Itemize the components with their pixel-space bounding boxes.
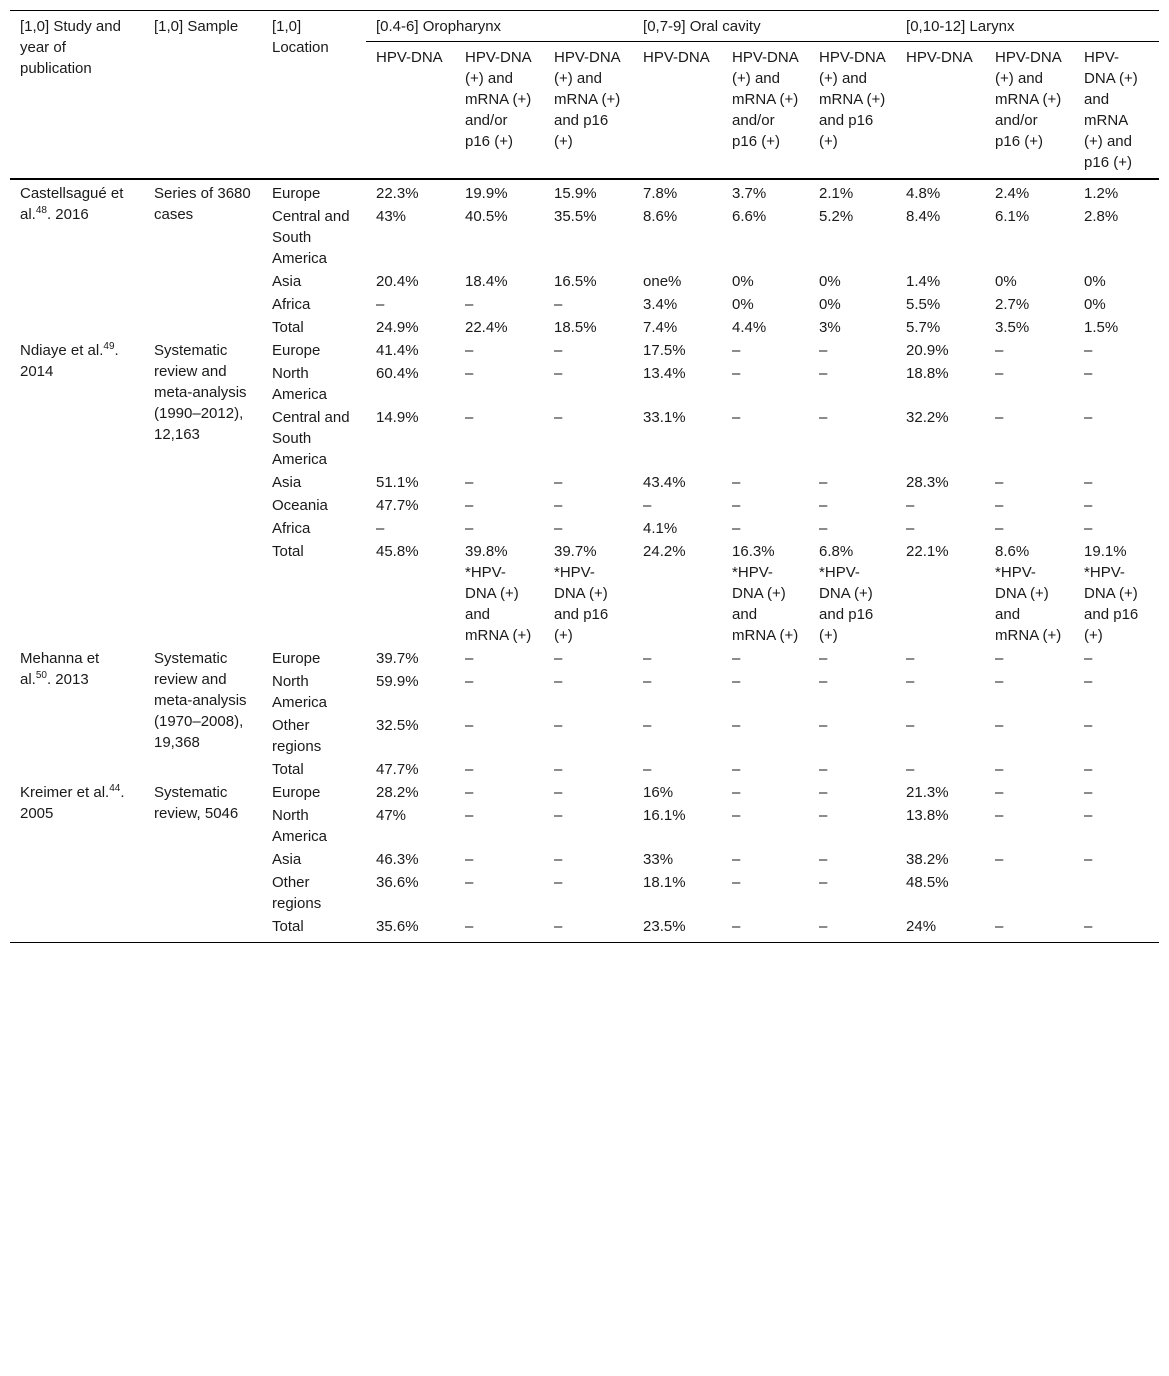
value-larynx-mrna-and-p16: –	[1084, 342, 1093, 359]
study-cell	[10, 339, 144, 647]
value-larynx-mrna-or-p16: 8.6% *HPV-DNA (+) and mRNA (+)	[995, 543, 1062, 644]
value-oropharynx-hpv-dna: 39.7%	[376, 650, 419, 667]
sample-cell: Series of 3680 cases	[154, 185, 251, 223]
value-oral-cavity-mrna-and-p16: 3%	[819, 319, 841, 336]
value-oropharynx-mrna-and-p16: –	[554, 520, 563, 537]
value-oropharynx-mrna-and-p16: –	[554, 673, 563, 690]
value-larynx-mrna-and-p16: –	[1084, 650, 1093, 667]
header-oral-cavity-hpv-dna: HPV-DNA	[643, 49, 710, 66]
value-oral-cavity-mrna-or-p16: –	[732, 497, 741, 514]
location-cell: Africa	[272, 296, 311, 313]
value-oropharynx-hpv-dna: 46.3%	[376, 851, 419, 868]
value-larynx-hpv-dna: –	[906, 761, 915, 778]
value-oral-cavity-mrna-or-p16: –	[732, 807, 741, 824]
value-oral-cavity-mrna-and-p16: –	[819, 497, 828, 514]
sample-cell: Systematic review and meta-analysis (1970–2008), 19,368	[154, 650, 247, 751]
value-oropharynx-mrna-or-p16: –	[465, 761, 474, 778]
value-larynx-mrna-and-p16: 2.8%	[1084, 208, 1119, 225]
value-oral-cavity-hpv-dna: 33.1%	[643, 409, 686, 426]
value-oral-cavity-mrna-and-p16: –	[819, 520, 828, 537]
study-year: . 2016	[46, 206, 89, 223]
study-year: . 2013	[46, 671, 89, 688]
value-oral-cavity-mrna-and-p16: 5.2%	[819, 208, 854, 225]
value-larynx-mrna-and-p16: –	[1084, 761, 1093, 778]
value-oral-cavity-hpv-dna: 4.1%	[643, 520, 678, 537]
value-larynx-mrna-and-p16: 1.5%	[1084, 319, 1119, 336]
value-larynx-hpv-dna: 28.3%	[906, 474, 949, 491]
value-oropharynx-hpv-dna: 45.8%	[376, 543, 419, 560]
location-cell: Other regions	[272, 874, 322, 912]
value-oral-cavity-mrna-or-p16: –	[732, 717, 741, 734]
value-oral-cavity-mrna-or-p16: –	[732, 673, 741, 690]
value-larynx-hpv-dna: –	[906, 520, 915, 537]
header-larynx-mrna-or-p16: HPV-DNA (+) and mRNA (+) and/or p16 (+)	[995, 49, 1062, 150]
table-row	[10, 647, 1159, 670]
header-study: [1,0] Study and year of publication	[10, 11, 144, 180]
value-oral-cavity-mrna-and-p16: 0%	[819, 296, 841, 313]
value-oropharynx-mrna-and-p16: –	[554, 365, 563, 382]
value-oral-cavity-mrna-and-p16: 0%	[819, 273, 841, 290]
value-larynx-mrna-or-p16: –	[995, 650, 1004, 667]
value-larynx-mrna-and-p16: 0%	[1084, 296, 1106, 313]
study-cell	[10, 179, 144, 339]
header-oropharynx-mrna-and-p16: HPV-DNA (+) and mRNA (+) and p16 (+)	[554, 49, 621, 150]
value-oropharynx-mrna-and-p16: –	[554, 296, 563, 313]
value-oropharynx-mrna-or-p16: –	[465, 784, 474, 801]
value-oral-cavity-hpv-dna: 23.5%	[643, 918, 686, 935]
value-larynx-mrna-or-p16: 0%	[995, 273, 1017, 290]
value-oropharynx-mrna-or-p16: –	[465, 851, 474, 868]
location-cell: Asia	[272, 474, 302, 491]
location-cell: Africa	[272, 520, 311, 537]
value-oropharynx-mrna-and-p16: –	[554, 851, 563, 868]
study-cell	[10, 647, 144, 781]
value-larynx-hpv-dna: –	[906, 497, 915, 514]
value-oral-cavity-hpv-dna: 8.6%	[643, 208, 678, 225]
value-oropharynx-mrna-or-p16: –	[465, 717, 474, 734]
value-larynx-mrna-and-p16: –	[1084, 474, 1093, 491]
location-cell: Oceania	[272, 497, 328, 514]
value-oropharynx-mrna-and-p16: 15.9%	[554, 185, 597, 202]
value-oral-cavity-mrna-or-p16: –	[732, 409, 741, 426]
value-larynx-mrna-or-p16: –	[995, 365, 1004, 382]
value-oral-cavity-mrna-or-p16: –	[732, 342, 741, 359]
value-oropharynx-hpv-dna: 43%	[376, 208, 407, 225]
value-oral-cavity-mrna-or-p16: 3.7%	[732, 185, 767, 202]
value-larynx-mrna-and-p16: –	[1084, 807, 1093, 824]
value-oropharynx-mrna-and-p16: 39.7% *HPV-DNA (+) and p16 (+)	[554, 543, 609, 644]
value-oropharynx-mrna-and-p16: –	[554, 784, 563, 801]
value-oropharynx-mrna-or-p16: 39.8% *HPV-DNA (+) and mRNA (+)	[465, 543, 532, 644]
value-oropharynx-hpv-dna: 59.9%	[376, 673, 419, 690]
value-oropharynx-mrna-or-p16: –	[465, 807, 474, 824]
sample-cell: Systematic review, 5046	[154, 784, 239, 822]
study-year: . 2005	[20, 784, 125, 822]
value-larynx-mrna-and-p16: –	[1084, 520, 1093, 537]
header-oral-cavity-mrna-and-p16: HPV-DNA (+) and mRNA (+) and p16 (+)	[819, 49, 886, 150]
value-oral-cavity-hpv-dna: 17.5%	[643, 342, 686, 359]
value-oral-cavity-hpv-dna: 33%	[643, 851, 674, 868]
value-oropharynx-mrna-and-p16: 18.5%	[554, 319, 597, 336]
header-group-larynx: [0,10-12] Larynx	[896, 11, 1159, 42]
header-oropharynx-mrna-or-p16: HPV-DNA (+) and mRNA (+) and/or p16 (+)	[465, 49, 532, 150]
value-oral-cavity-hpv-dna: 7.8%	[643, 185, 678, 202]
value-oropharynx-mrna-or-p16: –	[465, 918, 474, 935]
value-oropharynx-hpv-dna: 32.5%	[376, 717, 419, 734]
value-oropharynx-hpv-dna: 60.4%	[376, 365, 419, 382]
study-ref: 44	[109, 783, 121, 794]
header-location: [1,0] Location	[262, 11, 366, 180]
value-oropharynx-mrna-or-p16: –	[465, 474, 474, 491]
location-cell: Total	[272, 319, 304, 336]
location-cell: Total	[272, 761, 304, 778]
value-oropharynx-hpv-dna: 47.7%	[376, 761, 419, 778]
value-larynx-mrna-or-p16: –	[995, 761, 1004, 778]
location-cell: Central and South America	[272, 208, 350, 267]
value-larynx-mrna-and-p16	[1074, 871, 1159, 915]
table-row	[10, 339, 1159, 362]
value-oropharynx-mrna-and-p16: –	[554, 409, 563, 426]
value-oropharynx-hpv-dna: 22.3%	[376, 185, 419, 202]
table-row	[10, 179, 1159, 205]
study-ref: 48	[35, 205, 47, 216]
value-oral-cavity-hpv-dna: –	[643, 717, 652, 734]
study-author: Castellsagué et al.	[20, 185, 124, 223]
value-oral-cavity-hpv-dna: 24.2%	[643, 543, 686, 560]
header-larynx-hpv-dna: HPV-DNA	[906, 49, 973, 66]
value-oropharynx-hpv-dna: 36.6%	[376, 874, 419, 891]
value-oral-cavity-mrna-and-p16: –	[819, 650, 828, 667]
value-oral-cavity-mrna-and-p16: –	[819, 807, 828, 824]
value-oral-cavity-mrna-and-p16: –	[819, 874, 828, 891]
value-larynx-mrna-or-p16: 2.4%	[995, 185, 1030, 202]
value-oral-cavity-hpv-dna: one%	[643, 273, 682, 290]
value-oropharynx-mrna-and-p16: 16.5%	[554, 273, 597, 290]
study-year: . 2014	[20, 342, 119, 380]
study-author: Ndiaye et al.	[20, 342, 104, 359]
table-body	[10, 179, 1159, 943]
value-oral-cavity-mrna-or-p16: –	[732, 918, 741, 935]
value-oropharynx-mrna-and-p16: 35.5%	[554, 208, 597, 225]
value-larynx-mrna-or-p16: –	[995, 918, 1004, 935]
value-oropharynx-mrna-or-p16: –	[465, 296, 474, 313]
value-larynx-mrna-and-p16: –	[1084, 918, 1093, 935]
value-larynx-hpv-dna: –	[906, 673, 915, 690]
value-oropharynx-hpv-dna: 14.9%	[376, 409, 419, 426]
value-larynx-hpv-dna: 20.9%	[906, 342, 949, 359]
value-oral-cavity-mrna-or-p16: 4.4%	[732, 319, 767, 336]
value-oral-cavity-hpv-dna: 16.1%	[643, 807, 686, 824]
value-larynx-mrna-and-p16: –	[1084, 673, 1093, 690]
study-ref: 50	[35, 670, 47, 681]
value-oral-cavity-mrna-or-p16: –	[732, 851, 741, 868]
location-cell: Central and South America	[272, 409, 350, 468]
value-oral-cavity-mrna-or-p16: –	[732, 761, 741, 778]
hpv-prevalence-table	[10, 10, 1159, 943]
value-oropharynx-mrna-and-p16: –	[554, 874, 563, 891]
study-author: Kreimer et al.	[20, 784, 110, 801]
value-larynx-hpv-dna: 1.4%	[906, 273, 941, 290]
value-oropharynx-mrna-or-p16: –	[465, 874, 474, 891]
value-larynx-hpv-dna: 5.5%	[906, 296, 941, 313]
value-oral-cavity-mrna-and-p16: –	[819, 918, 828, 935]
value-oral-cavity-mrna-or-p16: –	[732, 874, 741, 891]
value-oral-cavity-hpv-dna: 7.4%	[643, 319, 678, 336]
header-group-oral-cavity: [0,7-9] Oral cavity	[633, 11, 896, 42]
header-sample: [1,0] Sample	[144, 11, 262, 180]
value-oropharynx-mrna-or-p16: –	[465, 497, 474, 514]
location-cell: Total	[272, 918, 304, 935]
value-oral-cavity-mrna-or-p16: –	[732, 365, 741, 382]
value-larynx-hpv-dna: 18.8%	[906, 365, 949, 382]
value-oropharynx-mrna-or-p16: –	[465, 673, 474, 690]
value-oropharynx-hpv-dna: 35.6%	[376, 918, 419, 935]
value-oral-cavity-mrna-or-p16: –	[732, 650, 741, 667]
value-oral-cavity-hpv-dna: 18.1%	[643, 874, 686, 891]
location-cell: Asia	[272, 851, 302, 868]
header-oropharynx-hpv-dna: HPV-DNA	[376, 49, 443, 66]
value-oropharynx-mrna-or-p16: –	[465, 650, 474, 667]
value-larynx-mrna-and-p16: –	[1084, 851, 1093, 868]
value-larynx-hpv-dna: 8.4%	[906, 208, 941, 225]
header-larynx-mrna-and-p16: HPV-DNA (+) and mRNA (+) and p16 (+)	[1084, 49, 1138, 171]
value-larynx-hpv-dna: –	[906, 717, 915, 734]
location-cell: Asia	[272, 273, 302, 290]
value-oral-cavity-mrna-and-p16: –	[819, 784, 828, 801]
value-oropharynx-hpv-dna: 20.4%	[376, 273, 419, 290]
value-larynx-hpv-dna: 24%	[906, 918, 937, 935]
value-larynx-hpv-dna: 32.2%	[906, 409, 949, 426]
location-cell: Europe	[272, 342, 321, 359]
location-cell: Europe	[272, 185, 321, 202]
value-oral-cavity-hpv-dna: 13.4%	[643, 365, 686, 382]
value-oral-cavity-mrna-and-p16: –	[819, 474, 828, 491]
value-larynx-mrna-and-p16: –	[1084, 365, 1093, 382]
value-larynx-mrna-or-p16: –	[995, 851, 1004, 868]
value-oropharynx-mrna-or-p16: –	[465, 365, 474, 382]
value-oropharynx-hpv-dna: 47%	[376, 807, 407, 824]
value-larynx-mrna-or-p16: 3.5%	[995, 319, 1030, 336]
value-oral-cavity-hpv-dna: –	[643, 497, 652, 514]
value-larynx-mrna-or-p16: –	[995, 520, 1004, 537]
value-oropharynx-mrna-and-p16: –	[554, 650, 563, 667]
value-oropharynx-mrna-and-p16: –	[554, 497, 563, 514]
value-oropharynx-mrna-or-p16: 19.9%	[465, 185, 508, 202]
value-larynx-mrna-or-p16: –	[995, 673, 1004, 690]
value-oral-cavity-mrna-or-p16: 0%	[732, 296, 754, 313]
value-oropharynx-mrna-and-p16: –	[554, 474, 563, 491]
value-oral-cavity-hpv-dna: 43.4%	[643, 474, 686, 491]
value-oral-cavity-mrna-or-p16: –	[732, 784, 741, 801]
value-larynx-hpv-dna: 13.8%	[906, 807, 949, 824]
location-cell: North America	[272, 807, 328, 845]
value-larynx-mrna-or-p16: –	[995, 717, 1004, 734]
value-oral-cavity-hpv-dna: –	[643, 761, 652, 778]
value-oral-cavity-mrna-and-p16: 6.8% *HPV-DNA (+) and p16 (+)	[819, 543, 874, 644]
value-oropharynx-mrna-or-p16: 18.4%	[465, 273, 508, 290]
value-larynx-mrna-or-p16: –	[995, 497, 1004, 514]
value-oral-cavity-hpv-dna: –	[643, 650, 652, 667]
header-group-oropharynx: [0.4-6] Oropharynx	[366, 11, 633, 42]
value-oropharynx-mrna-and-p16: –	[554, 807, 563, 824]
study-cell	[10, 781, 144, 943]
value-larynx-hpv-dna: 4.8%	[906, 185, 941, 202]
value-oropharynx-hpv-dna: 41.4%	[376, 342, 419, 359]
location-cell: North America	[272, 673, 328, 711]
location-cell: Europe	[272, 784, 321, 801]
value-larynx-mrna-or-p16: 6.1%	[995, 208, 1030, 225]
value-larynx-mrna-or-p16: –	[995, 807, 1004, 824]
value-oropharynx-mrna-or-p16: –	[465, 409, 474, 426]
value-larynx-mrna-or-p16: –	[995, 474, 1004, 491]
value-larynx-mrna-and-p16: –	[1084, 497, 1093, 514]
value-oropharynx-hpv-dna: 24.9%	[376, 319, 419, 336]
value-larynx-hpv-dna: 22.1%	[906, 543, 949, 560]
value-larynx-mrna-and-p16: –	[1084, 784, 1093, 801]
table-row	[10, 781, 1159, 804]
sample-cell: Systematic review and meta-analysis (1990–2012), 12,163	[154, 342, 247, 443]
value-larynx-mrna-and-p16: –	[1084, 409, 1093, 426]
value-larynx-mrna-and-p16: 19.1% *HPV-DNA (+) and p16 (+)	[1084, 543, 1139, 644]
value-larynx-hpv-dna: 48.5%	[906, 874, 949, 891]
value-oropharynx-hpv-dna: –	[376, 520, 385, 537]
value-larynx-hpv-dna: –	[906, 650, 915, 667]
value-oropharynx-mrna-or-p16: 40.5%	[465, 208, 508, 225]
value-larynx-hpv-dna: 21.3%	[906, 784, 949, 801]
value-oropharynx-hpv-dna: 51.1%	[376, 474, 419, 491]
value-oropharynx-mrna-or-p16: –	[465, 342, 474, 359]
location-cell: Europe	[272, 650, 321, 667]
value-oropharynx-mrna-or-p16: 22.4%	[465, 319, 508, 336]
value-oral-cavity-mrna-or-p16: –	[732, 520, 741, 537]
value-larynx-mrna-or-p16: 2.7%	[995, 296, 1030, 313]
value-oral-cavity-hpv-dna: –	[643, 673, 652, 690]
value-oral-cavity-mrna-or-p16: 6.6%	[732, 208, 767, 225]
value-larynx-mrna-or-p16: –	[995, 342, 1004, 359]
value-oral-cavity-mrna-and-p16: –	[819, 761, 828, 778]
value-oral-cavity-mrna-and-p16: –	[819, 673, 828, 690]
location-cell: Other regions	[272, 717, 322, 755]
value-larynx-hpv-dna: 38.2%	[906, 851, 949, 868]
value-oral-cavity-mrna-or-p16: 0%	[732, 273, 754, 290]
value-oral-cavity-mrna-and-p16: –	[819, 409, 828, 426]
value-larynx-mrna-or-p16: –	[995, 784, 1004, 801]
value-oropharynx-hpv-dna: 28.2%	[376, 784, 419, 801]
value-oropharynx-mrna-and-p16: –	[554, 918, 563, 935]
value-oral-cavity-mrna-and-p16: 2.1%	[819, 185, 854, 202]
value-oral-cavity-mrna-and-p16: –	[819, 851, 828, 868]
value-oropharynx-mrna-and-p16: –	[554, 717, 563, 734]
value-larynx-mrna-and-p16: 1.2%	[1084, 185, 1119, 202]
value-larynx-mrna-or-p16: –	[995, 409, 1004, 426]
value-oropharynx-mrna-or-p16: –	[465, 520, 474, 537]
value-oral-cavity-mrna-and-p16: –	[819, 365, 828, 382]
value-larynx-hpv-dna: 5.7%	[906, 319, 941, 336]
value-larynx-mrna-and-p16: 0%	[1084, 273, 1106, 290]
value-oropharynx-hpv-dna: 47.7%	[376, 497, 419, 514]
value-oral-cavity-mrna-and-p16: –	[819, 717, 828, 734]
location-cell: North America	[272, 365, 328, 403]
value-oropharynx-mrna-and-p16: –	[554, 761, 563, 778]
value-oral-cavity-hpv-dna: 16%	[643, 784, 674, 801]
value-oral-cavity-hpv-dna: 3.4%	[643, 296, 678, 313]
value-larynx-mrna-or-p16	[985, 871, 1074, 915]
study-ref: 49	[103, 341, 115, 352]
table-header	[10, 11, 1159, 180]
value-oral-cavity-mrna-or-p16: 16.3% *HPV-DNA (+) and mRNA (+)	[732, 543, 799, 644]
value-oropharynx-hpv-dna: –	[376, 296, 385, 313]
value-oral-cavity-mrna-and-p16: –	[819, 342, 828, 359]
header-oral-cavity-mrna-or-p16: HPV-DNA (+) and mRNA (+) and/or p16 (+)	[732, 49, 799, 150]
value-larynx-mrna-and-p16: –	[1084, 717, 1093, 734]
value-oral-cavity-mrna-or-p16: –	[732, 474, 741, 491]
value-oropharynx-mrna-and-p16: –	[554, 342, 563, 359]
study-author: Mehanna et al.	[20, 650, 100, 688]
location-cell: Total	[272, 543, 304, 560]
